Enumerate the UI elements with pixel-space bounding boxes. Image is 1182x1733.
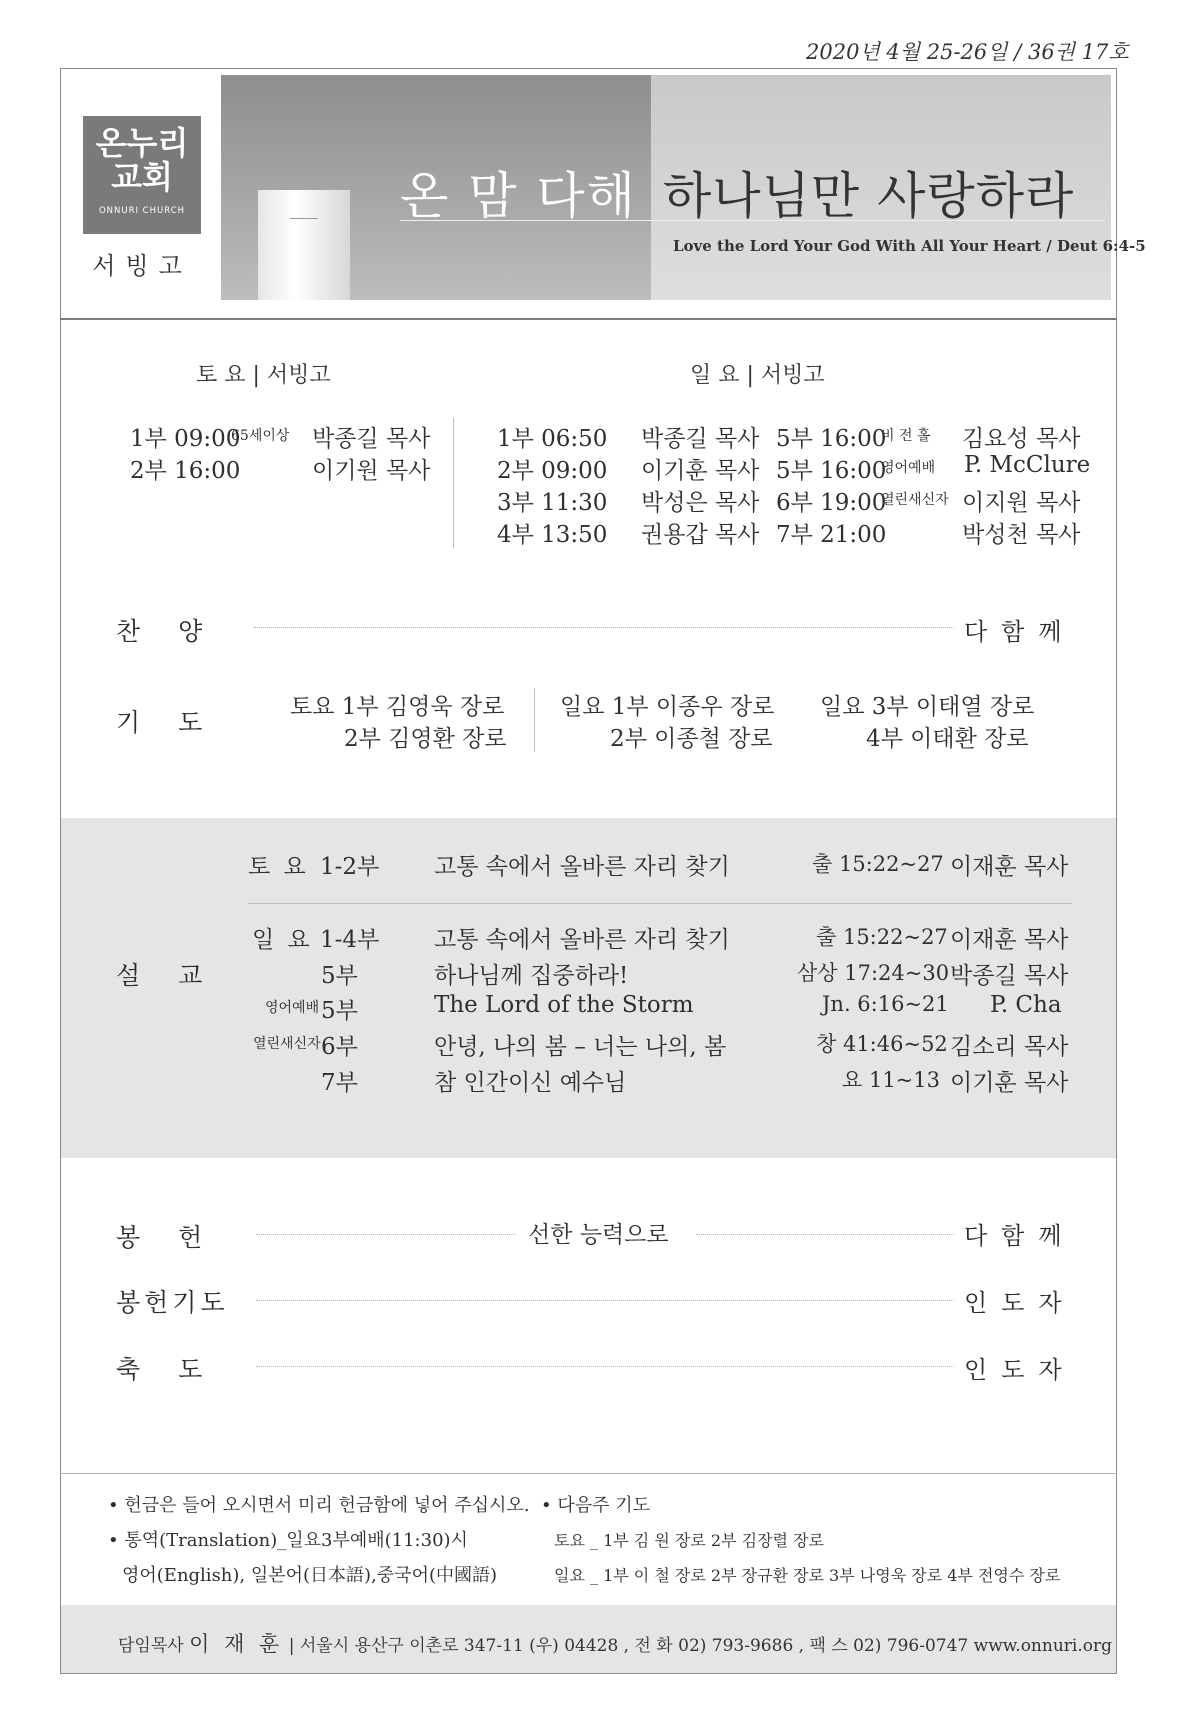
- praise-leader-dots: [254, 627, 954, 628]
- sunday-service-2: 2부 09:00: [497, 458, 608, 484]
- sermon-saturday-ref: 출 15:22~27: [812, 852, 944, 876]
- prayer-sunday-3: 일요 3부 이태열 장로: [820, 694, 1035, 720]
- sermon-saturday-day: 토 요: [248, 854, 309, 880]
- sermon-sunday-part-2: 5부: [321, 963, 358, 989]
- saturday-service-1-pastor: 박종길 목사: [312, 426, 431, 452]
- sunday-service-1: 1부 06:50: [497, 426, 608, 452]
- prayer-sunday-1: 일요 1부 이종우 장로: [560, 694, 775, 720]
- sunday-service-4-pastor: 권용갑 목사: [641, 522, 760, 548]
- sunday-service-6-pastor: 이지원 목사: [962, 490, 1081, 516]
- logo-subtext: ONNURI CHURCH: [98, 206, 186, 216]
- saturday-service-2-pastor: 이기원 목사: [312, 458, 431, 484]
- sermon-sunday-preacher-3: P. Cha: [990, 992, 1062, 1018]
- sermon-sunday-title-5: 참 인간이신 예수님: [434, 1070, 627, 1096]
- prayer-sunday-2: 2부 이종철 장로: [610, 726, 773, 752]
- sermon-sunday-preacher-4: 김소리 목사: [950, 1034, 1069, 1060]
- sunday-service-6: 6부 19:00: [776, 490, 887, 516]
- sunday-service-6-note: 열린새신자: [881, 492, 949, 508]
- note-translation: • 통역(Translation)_일요3부예배(11:30)시: [108, 1530, 468, 1551]
- benediction-label: 축도: [116, 1355, 241, 1384]
- sermon-sunday-ref-4: 창 41:46~52: [816, 1032, 948, 1056]
- sermon-divider: [248, 903, 1072, 904]
- sermon-sunday-ref-5: 요 11~13: [842, 1068, 941, 1092]
- campus-name: 서빙고: [92, 252, 192, 280]
- footer-address-line: [118, 1628, 1112, 1658]
- sunday-service-1-pastor: 박종길 목사: [641, 426, 760, 452]
- sunday-service-5b-pastor: P. McClure: [964, 452, 1091, 478]
- sermon-sunday-part-3: 5부: [321, 998, 358, 1024]
- offering-prayer-dots: [256, 1300, 954, 1301]
- sunday-service-5b: 5부 16:00: [776, 458, 887, 484]
- benediction-dots: [256, 1366, 954, 1367]
- issue-date: 2020년 4월 25-26일 / 36권 17호: [806, 40, 1129, 64]
- schedule-divider: [453, 418, 454, 548]
- note-next-prayer: • 다음주 기도: [541, 1495, 651, 1516]
- note-next-saturday: 토요 _ 1부 김 원 장로 2부 김장렬 장로: [554, 1531, 824, 1550]
- offering-prayer-label: 봉헌기도: [116, 1288, 229, 1317]
- sunday-header: 일 요 | 서빙고: [690, 363, 825, 388]
- prayer-sunday-4: 4부 이태환 장로: [866, 726, 1029, 752]
- sermon-sunday-title-3: The Lord of the Storm: [434, 992, 694, 1018]
- note-next-sunday: 일요 _ 1부 이 철 장로 2부 장규환 장로 3부 나영욱 장로 4부 전영수 장로: [554, 1566, 1061, 1585]
- sermon-sunday-note-3: 영어예배: [265, 1000, 320, 1016]
- sunday-service-5a-pastor: 김요성 목사: [962, 426, 1081, 452]
- sunday-service-3-pastor: 박성은 목사: [641, 490, 760, 516]
- logo-line2: 교회: [111, 158, 173, 196]
- sunday-service-7: 7부 21:00: [776, 522, 887, 548]
- offering-song: 선한 능력으로: [528, 1222, 669, 1248]
- sunday-service-5a: 5부 16:00: [776, 426, 887, 452]
- praise-who: 다함께: [964, 618, 1076, 646]
- sermon-sunday-ref-3: Jn. 6:16~21: [822, 992, 949, 1016]
- banner-title-right: 하나님만 사랑하라: [663, 167, 1075, 225]
- header-rule: [60, 318, 1117, 320]
- pastor-label: 담임목사: [118, 1636, 184, 1656]
- offering-dots-right: [696, 1234, 954, 1235]
- prayer-saturday-2: 2부 김영환 장로: [344, 726, 507, 752]
- sermon-sunday-day: 일 요: [252, 927, 313, 953]
- sermon-sunday-part-5: 7부: [321, 1070, 358, 1096]
- sermon-sunday-title-4: 안녕, 나의 봄 – 너는 나의, 봄: [434, 1034, 727, 1060]
- sunday-service-7-pastor: 박성천 목사: [962, 522, 1081, 548]
- pastor-name: 이 재 훈: [189, 1632, 284, 1656]
- sunday-service-5a-note: 비 전 홀: [881, 428, 931, 444]
- church-address: | 서울시 용산구 이촌로 347-11 (우) 04428 , 전 화 02) 793-9686 , 팩 스 02) 796-0747 www.onnuri.org: [288, 1636, 1112, 1656]
- sermon-saturday-title: 고통 속에서 올바른 자리 찾기: [434, 854, 730, 880]
- sermon-sunday-ref-1: 출 15:22~27: [816, 925, 948, 949]
- offering-who: 다함께: [964, 1222, 1076, 1250]
- sermon-label: 설교: [116, 961, 241, 990]
- sermon-saturday-preacher: 이재훈 목사: [950, 854, 1069, 880]
- offering-dots-left: [256, 1234, 516, 1235]
- offering-prayer-who: 인도자: [964, 1289, 1076, 1317]
- saturday-header: 토 요 | 서빙고: [196, 363, 331, 388]
- prayer-saturday-1: 토요 1부 김영욱 장로: [290, 694, 505, 720]
- sunday-service-5b-note: 영어예배: [881, 460, 936, 476]
- banner-subtitle: Love the Lord Your God With All Your Heart / Deut 6:4-5: [673, 237, 1146, 255]
- door-illustration: [258, 190, 350, 300]
- notes-rule: [60, 1473, 1117, 1474]
- sermon-sunday-part-4: 6부: [321, 1034, 358, 1060]
- church-logo: [83, 116, 201, 234]
- prayer-divider: [534, 688, 535, 752]
- banner-title-left: 온 맘 다해: [400, 167, 637, 225]
- sermon-sunday-title-1: 고통 속에서 올바른 자리 찾기: [434, 927, 730, 953]
- logo-line1: 온누리: [95, 124, 189, 162]
- saturday-service-1-note: 65세이상: [231, 428, 290, 444]
- saturday-service-1: 1부 09:00: [130, 426, 241, 452]
- praise-label: 찬양: [116, 617, 241, 646]
- sermon-sunday-part-1: 1-4부: [320, 927, 380, 953]
- prayer-label: 기도: [116, 708, 241, 737]
- sunday-service-3: 3부 11:30: [497, 490, 608, 516]
- sermon-sunday-note-4: 열린새신자: [253, 1036, 321, 1052]
- note-languages: 영어(English), 일본어(日本語),중국어(中國語): [122, 1565, 498, 1586]
- offering-label: 봉헌: [116, 1223, 241, 1252]
- sermon-sunday-title-2: 하나님께 집중하라!: [434, 963, 629, 989]
- sunday-service-2-pastor: 이기훈 목사: [641, 458, 760, 484]
- door-handle: [290, 218, 318, 219]
- benediction-who: 인도자: [964, 1356, 1076, 1384]
- sermon-sunday-preacher-5: 이기훈 목사: [950, 1070, 1069, 1096]
- sermon-sunday-preacher-2: 박종길 목사: [950, 963, 1069, 989]
- sermon-saturday-part: 1-2부: [320, 854, 380, 880]
- sermon-sunday-preacher-1: 이재훈 목사: [950, 927, 1069, 953]
- sunday-service-4: 4부 13:50: [497, 522, 608, 548]
- note-offering: • 헌금은 들어 오시면서 미리 헌금함에 넣어 주십시오.: [108, 1495, 530, 1516]
- saturday-service-2: 2부 16:00: [130, 458, 241, 484]
- sermon-sunday-ref-2: 삼상 17:24~30: [797, 961, 950, 985]
